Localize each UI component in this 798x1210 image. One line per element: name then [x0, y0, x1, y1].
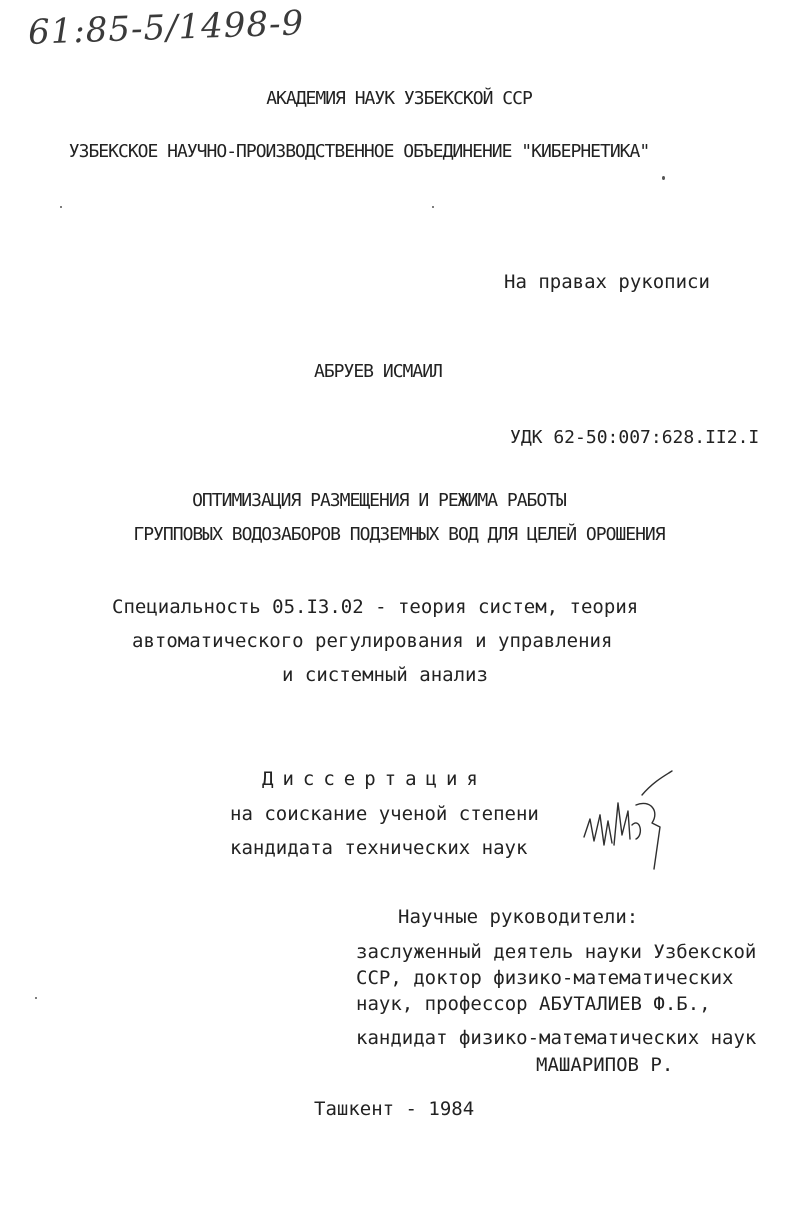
supervisor-line-2: ССР, доктор физико-математических: [356, 967, 734, 989]
scan-speck: [432, 206, 434, 208]
supervisor-line-5: МАШАРИПОВ Р.: [536, 1054, 674, 1076]
scan-speck: [35, 997, 37, 999]
dissertation-degree-line-1: на соискание ученой степени: [230, 803, 539, 825]
supervisor-line-3: наук, профессор АБУТАЛИЕВ Ф.Б.,: [356, 993, 711, 1015]
title-line-1: ОПТИМИЗАЦИЯ РАЗМЕЩЕНИЯ И РЕЖИМА РАБОТЫ: [192, 490, 566, 511]
dissertation-degree-line-2: кандидата технических наук: [230, 837, 528, 859]
archive-number-handwritten: 61:85-5/1498-9: [27, 3, 305, 53]
title-line-2: ГРУППОВЫХ ВОДОЗАБОРОВ ПОДЗЕМНЫХ ВОД ДЛЯ ЦЕЛЕЙ ОРОШЕНИЯ: [133, 524, 665, 545]
scan-speck: [60, 206, 62, 208]
specialty-line-1: Специальность 05.I3.02 - теория систем, теория: [112, 596, 639, 618]
author-name: АБРУЕВ ИСМАИЛ: [314, 361, 442, 382]
specialty-line-2: автоматического регулирования и управления: [132, 630, 613, 652]
place-year: Ташкент - 1984: [314, 1098, 475, 1120]
manuscript-note: На правах рукописи: [504, 271, 710, 293]
supervisor-line-1: заслуженный деятель науки Узбекской: [356, 941, 757, 963]
author-signature: [570, 765, 680, 875]
specialty-line-3: и системный анализ: [282, 664, 488, 686]
supervisors-heading: Научные руководители:: [398, 906, 639, 928]
scan-speck: [662, 176, 665, 180]
academy-header: АКАДЕМИЯ НАУК УЗБЕКСКОЙ ССР: [266, 88, 532, 109]
dissertation-heading: Диссертация: [262, 768, 487, 790]
organization-header: УЗБЕКСКОЕ НАУЧНО-ПРОИЗВОДСТВЕННОЕ ОБЪЕДИНЕНИЕ "КИБЕРНЕТИКА": [68, 141, 650, 162]
supervisor-line-4: кандидат физико-математических наук: [356, 1027, 757, 1049]
udc-code: УДК 62-50:007:628.II2.I: [510, 427, 760, 448]
